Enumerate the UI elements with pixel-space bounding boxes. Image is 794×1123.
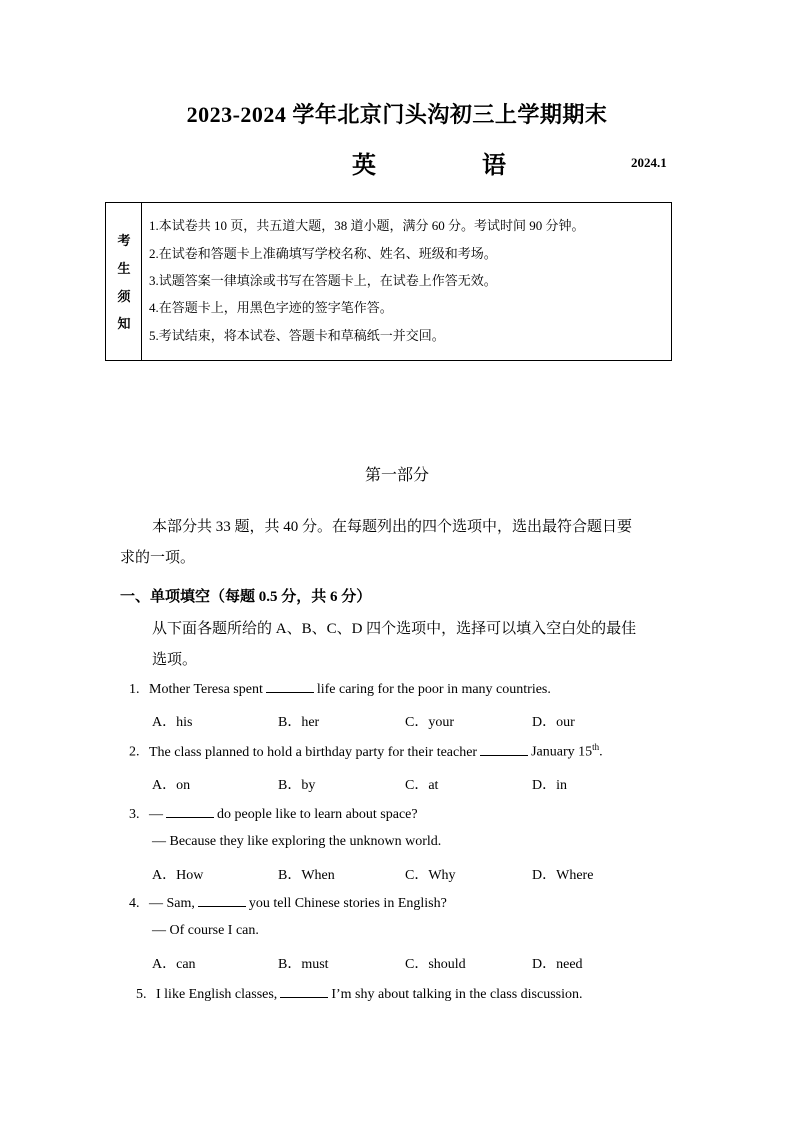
option-c: C．your <box>405 715 454 730</box>
question-number: 3. <box>129 807 140 822</box>
notice-label-char: 须 <box>117 289 131 304</box>
notice-label-char: 考 <box>117 233 131 248</box>
answer-blank <box>198 894 246 907</box>
option-b: B．her <box>278 715 320 730</box>
notice-item: 5.考试结束，将本试卷、答题卡和草稿纸一并交回。 <box>149 328 445 343</box>
exam-title: 2023-2024 学年北京门头沟初三上学期期末 <box>186 102 608 127</box>
answer-blank <box>480 743 528 756</box>
question-2 <box>129 742 603 761</box>
option-b: B．by <box>278 778 316 793</box>
question-text: The class planned to hold a birthday party for their teacher <box>149 744 478 760</box>
option-c: C．at <box>405 778 439 793</box>
option-b: B．When <box>278 868 335 883</box>
question-text: life caring for the poor in many countries. <box>316 682 551 697</box>
subject-title: 英 语 <box>352 153 556 179</box>
notice-item: 2.在试卷和答题卡上准确填写学校名称、姓名、班级和考场。 <box>149 246 497 261</box>
answer-blank <box>166 805 214 818</box>
question-text: Mother Teresa spent <box>149 682 263 697</box>
notice-item: 3.试题答案一律填涂或书写在答题卡上，在试卷上作答无效。 <box>149 273 497 288</box>
option-b: B．must <box>278 957 329 972</box>
option-a: A．his <box>152 715 193 730</box>
part-title: 第一部分 <box>364 467 429 484</box>
question-number: 1. <box>129 682 140 697</box>
question-reply: — Because they like exploring the unknown world. <box>152 834 442 849</box>
question-5 <box>136 985 583 1003</box>
question-text: I like English classes, <box>156 987 278 1002</box>
option-d: D．our <box>532 715 575 730</box>
question-reply: — Of course I can. <box>152 923 259 938</box>
ordinal-suffix: th <box>592 742 600 752</box>
question-number: 2. <box>129 744 140 760</box>
section-heading: 一、单项填空（每题 0.5 分，共 6 分） <box>120 589 372 605</box>
question-number: 4. <box>129 896 140 911</box>
option-c: C．Why <box>405 868 456 883</box>
option-d: D．need <box>532 957 583 972</box>
question-text: — <box>149 807 163 822</box>
notice-item: 4.在答题卡上，用黑色字迹的签字笔作答。 <box>149 300 393 315</box>
answer-blank <box>266 680 314 693</box>
notice-box <box>105 202 672 361</box>
question-1 <box>129 680 551 698</box>
option-d: D．Where <box>532 868 594 883</box>
part-intro: 本部分共 33 题，共 40 分。在每题列出的四个选项中，选出最符合题日要 <box>152 519 633 535</box>
option-a: A．How <box>152 868 204 883</box>
question-text: — Sam, <box>149 896 195 911</box>
notice-label-char: 知 <box>117 316 131 331</box>
option-c: C．should <box>405 957 466 972</box>
option-a: A．on <box>152 778 191 793</box>
part-intro-cont: 求的一项。 <box>120 550 196 566</box>
notice-label-char: 生 <box>117 261 131 276</box>
notice-label <box>106 203 142 360</box>
question-text: you tell Chinese stories in English? <box>248 896 447 911</box>
option-d: D．in <box>532 778 567 793</box>
section-instructions: 从下面各题所给的 A、B、C、D 四个选项中，选择可以填入空白处的最佳 <box>152 621 637 637</box>
question-text: January 15 <box>531 744 593 760</box>
option-a: A．can <box>152 957 196 972</box>
question-text: do people like to learn about space? <box>217 807 418 822</box>
question-3 <box>129 805 418 823</box>
section-instructions-cont: 选项。 <box>152 652 198 668</box>
exam-date: 2024.1 <box>631 155 667 170</box>
question-punct: . <box>599 744 603 760</box>
question-4 <box>129 894 447 912</box>
question-number: 5. <box>136 987 147 1002</box>
notice-item: 1.本试卷共 10 页，共五道大题，38 道小题，满分 60 分。考试时间 90 分钟。 <box>149 218 585 233</box>
question-text: I’m shy about talking in the class discussion. <box>331 987 583 1002</box>
answer-blank <box>280 985 328 998</box>
